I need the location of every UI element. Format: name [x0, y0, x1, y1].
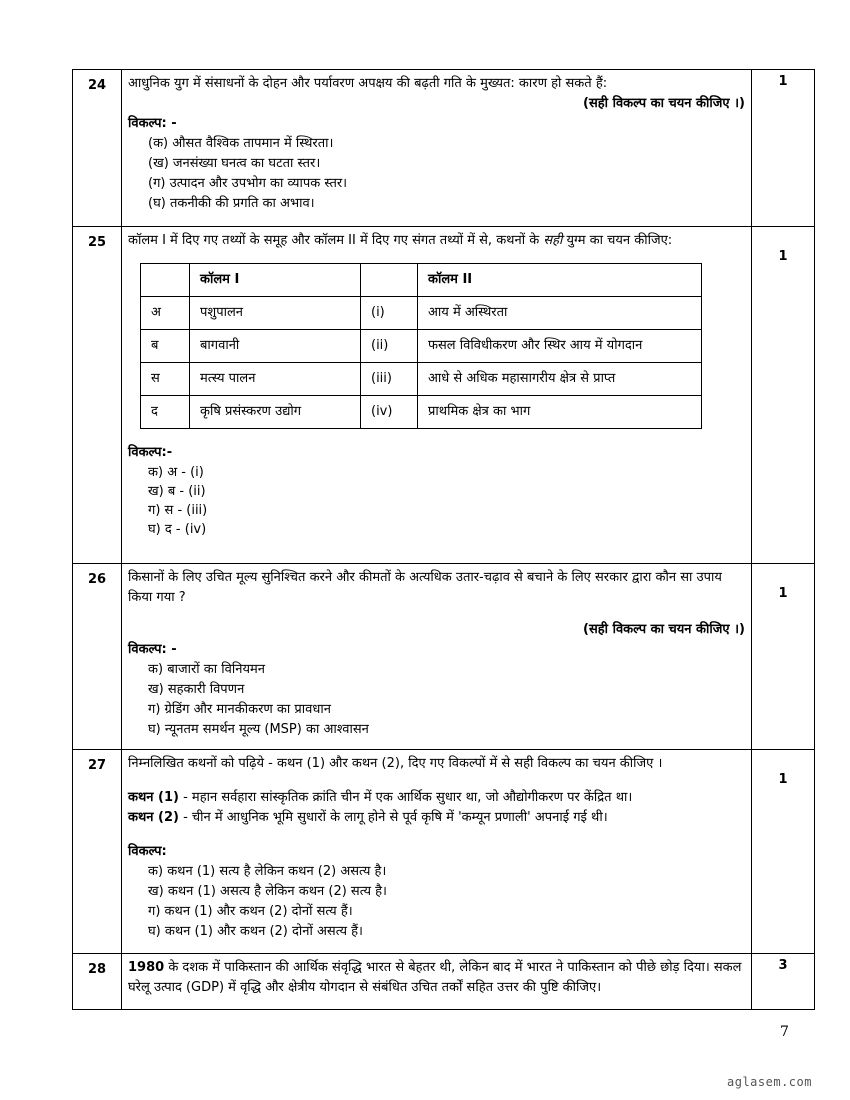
- row-left: मत्स्य पालन: [190, 363, 361, 396]
- question-row-25: [73, 227, 815, 564]
- option-b: ख) सहकारी विपणन: [148, 682, 245, 697]
- stem-part: कॉलम I में दिए गए तथ्यों के समूह और कॉलम II में दिए गए संगत तथ्यों में से, कथनों के: [128, 233, 544, 248]
- match-table-header: [141, 264, 702, 297]
- statement-text: - महान सर्वहारा सांस्कृतिक क्रांति चीन में एक आर्थिक सुधार था, जो औद्योगीकरण पर केंद्रित था।: [178, 790, 633, 805]
- question-body: [122, 564, 752, 750]
- question-number: 28: [73, 954, 122, 1010]
- row-key: द: [141, 396, 190, 429]
- stem-text: के दशक में पाकिस्तान की आर्थिक संवृद्धि भारत से बेहतर थी, लेकिन बाद में भारत ने पाकिस्तान को पीछे छोड़ दिया। सकल घरेलू उत्पाद (GDP) में वृद्धि और क्षेत्रीय योगदान से संबंधित उचित तर्कों सहित उत्तर की पुष्टि कीजिए।: [128, 960, 742, 995]
- row-roman: (ii): [361, 330, 418, 363]
- option-c: ग) स - (iii): [148, 503, 208, 518]
- statement-label: कथन (2): [128, 810, 179, 825]
- row-left: कृषि प्रसंस्करण उद्योग: [190, 396, 361, 429]
- row-roman: (iv): [361, 396, 418, 429]
- statement-label: कथन (1): [128, 790, 179, 805]
- question-stem: निम्नलिखित कथनों को पढ़िये - कथन (1) और कथन (2), दिए गए विकल्पों में से सही विकल्प का चयन कीजिए ।: [128, 756, 663, 771]
- options-label: विकल्प:: [128, 844, 167, 859]
- row-key: अ: [141, 297, 190, 330]
- question-number: 24: [73, 70, 122, 227]
- column-1-header: कॉलम I: [190, 264, 361, 297]
- question-body: [122, 227, 752, 564]
- question-body: [122, 750, 752, 954]
- question-table: [72, 69, 815, 1010]
- row-key: स: [141, 363, 190, 396]
- option-d: (घ) तकनीकी की प्रगति का अभाव।: [148, 196, 315, 211]
- match-table-row: [141, 330, 702, 363]
- row-roman: (i): [361, 297, 418, 330]
- question-number: 26: [73, 564, 122, 750]
- option-d: घ) द - (iv): [148, 522, 207, 537]
- option-c: ग) कथन (1) और कथन (2) दोनों सत्य हैं।: [148, 904, 353, 919]
- question-stem: किसानों के लिए उचित मूल्य सुनिश्चित करने और कीमतों के अत्यधिक उतार-चढ़ाव से बचाने के लिए सरकार द्वारा कौन सा उपाय किया गया ?: [128, 570, 722, 605]
- stem-emphasis: सही: [543, 233, 563, 248]
- question-row-27: [73, 750, 815, 954]
- row-key: ब: [141, 330, 190, 363]
- question-stem: [128, 958, 745, 998]
- option-b: ख) कथन (1) असत्य है लेकिन कथन (2) सत्य है।: [148, 884, 387, 899]
- row-left: बागवानी: [190, 330, 361, 363]
- stem-year: 1980: [128, 960, 165, 975]
- option-a: क) अ - (i): [148, 465, 204, 480]
- statement-2: [128, 808, 745, 828]
- marks: 3: [752, 954, 815, 1010]
- question-stem: आधुनिक युग में संसाधनों के दोहन और पर्यावरण अपक्षय की बढ़ती गति के मुख्यत: कारण हो सकते हैं:: [128, 76, 608, 91]
- marks: 1: [752, 750, 815, 954]
- question-stem: [128, 231, 745, 251]
- watermark: aglasem.com: [727, 1075, 812, 1089]
- option-b: (ख) जनसंख्या घनत्व का घटता स्तर।: [148, 156, 321, 171]
- match-table-row: [141, 297, 702, 330]
- option-a: क) बाजारों का विनियमन: [148, 662, 265, 677]
- statement-1: [128, 788, 745, 808]
- option-a: क) कथन (1) सत्य है लेकिन कथन (2) असत्य है।: [148, 864, 387, 879]
- option-d: घ) कथन (1) और कथन (2) दोनों असत्य हैं।: [148, 924, 363, 939]
- question-row-24: [73, 70, 815, 227]
- row-roman: (iii): [361, 363, 418, 396]
- marks: 1: [752, 564, 815, 750]
- option-d: घ) न्यूनतम समर्थन मूल्य (MSP) का आश्वासन: [148, 722, 369, 737]
- match-table: [140, 263, 702, 429]
- question-row-26: [73, 564, 815, 750]
- question-number: 27: [73, 750, 122, 954]
- row-right: आधे से अधिक महासागरीय क्षेत्र से प्राप्त: [418, 363, 702, 396]
- row-left: पशुपालन: [190, 297, 361, 330]
- option-c: ग) ग्रेडिंग और मानकीकरण का प्रावधान: [148, 702, 331, 717]
- statement-text: - चीन में आधुनिक भूमि सुधारों के लागू होने से पूर्व कृषि में 'कम्यून प्रणाली' अपनाई गई थी।: [178, 810, 608, 825]
- option-a: (क) औसत वैश्विक तापमान में स्थिरता।: [148, 136, 334, 151]
- options-label: विकल्प:-: [128, 445, 173, 460]
- question-body: [122, 954, 752, 1010]
- stem-part: युग्म का चयन कीजिए:: [562, 233, 673, 248]
- row-right: प्राथमिक क्षेत्र का भाग: [418, 396, 702, 429]
- match-table-row: [141, 363, 702, 396]
- instruction: (सही विकल्प का चयन कीजिए ।): [583, 622, 745, 637]
- options-label: विकल्प: -: [128, 116, 177, 131]
- page-number: 7: [780, 1024, 789, 1040]
- options-label: विकल्प: -: [128, 642, 177, 657]
- question-number: 25: [73, 227, 122, 564]
- instruction: (सही विकल्प का चयन कीजिए ।): [583, 96, 745, 111]
- question-row-28: [73, 954, 815, 1010]
- marks: 1: [752, 227, 815, 564]
- option-c: (ग) उत्पादन और उपभोग का व्यापक स्तर।: [148, 176, 348, 191]
- column-2-header: कॉलम II: [418, 264, 702, 297]
- row-right: आय में अस्थिरता: [418, 297, 702, 330]
- marks: 1: [752, 70, 815, 227]
- row-right: फसल विविधीकरण और स्थिर आय में योगदान: [418, 330, 702, 363]
- match-table-row: [141, 396, 702, 429]
- option-b: ख) ब - (ii): [148, 484, 206, 499]
- question-body: [122, 70, 752, 227]
